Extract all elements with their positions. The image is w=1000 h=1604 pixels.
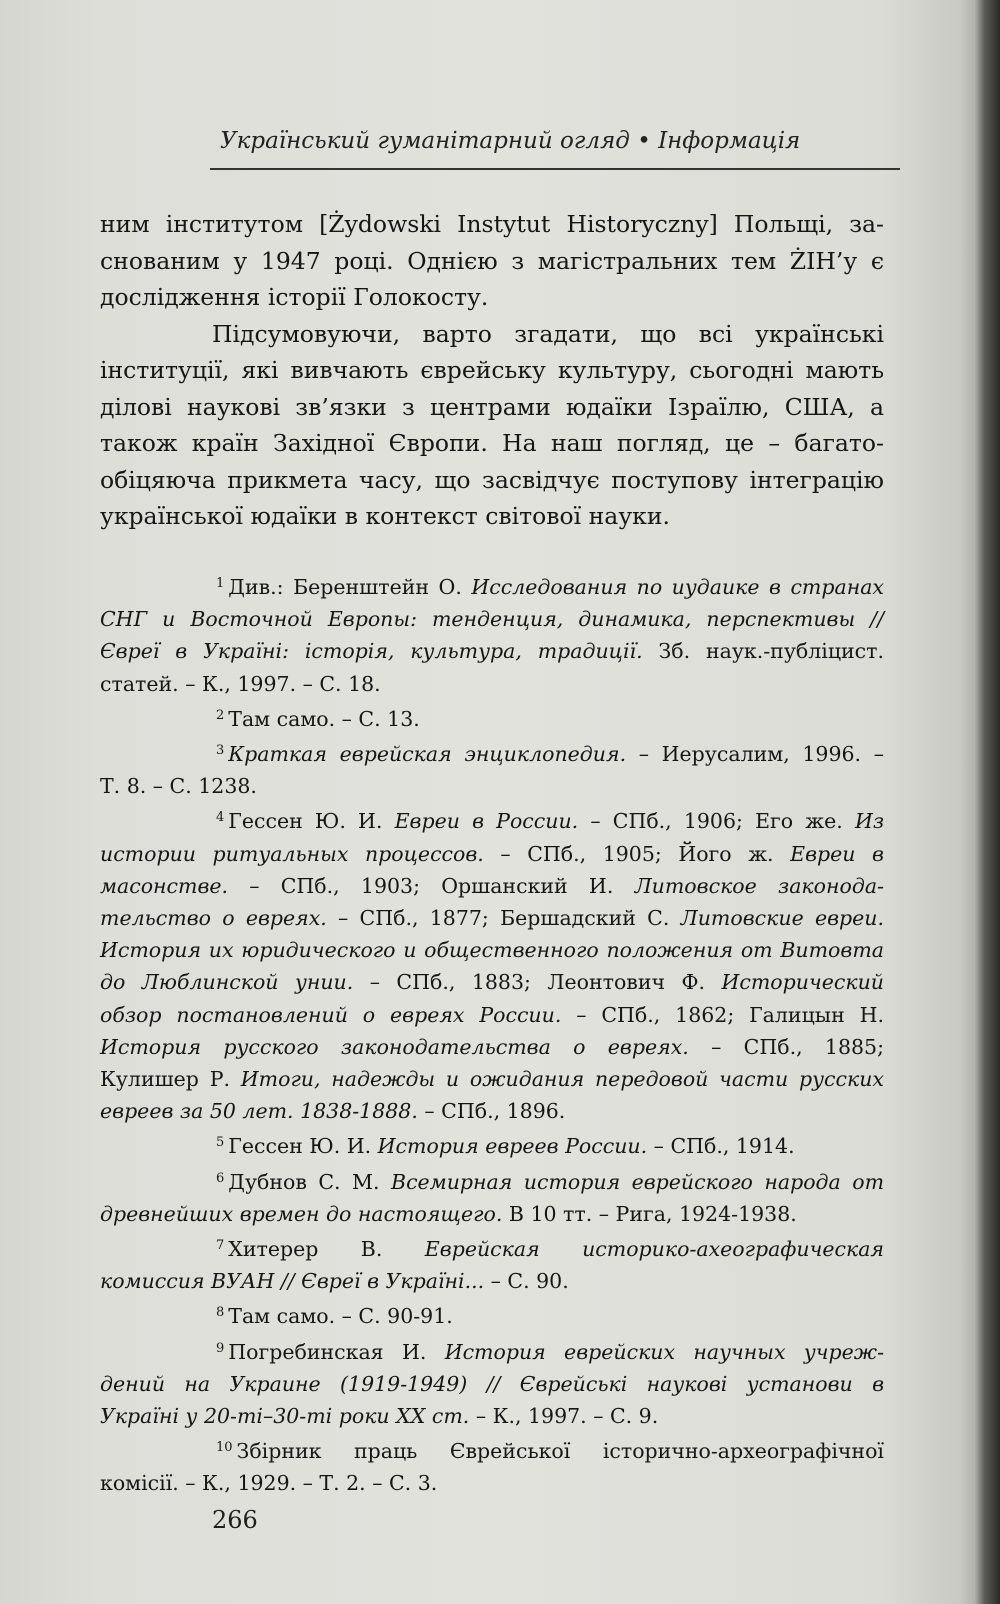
footnote-text: Гессен Ю. И. <box>228 1134 378 1159</box>
footnote-italic-text: Україні у 20-ті–30-ті роки ХХ ст. <box>100 1404 470 1429</box>
footnote-line <box>100 1333 884 1368</box>
footnote-italic-text: Итоги, надежды и ожидания передовой части русских <box>240 1067 884 1092</box>
footnote-line <box>100 1063 884 1095</box>
body-line: інституції, які вивчають єврейську культуру, сьогодні мають <box>100 356 884 384</box>
footnote-italic-text: Литовское законода- <box>634 873 884 898</box>
footnote-italic-text: истории ритуальных процессов. <box>100 841 484 866</box>
footnote-line <box>100 1031 884 1063</box>
body-text <box>100 206 884 535</box>
footnote-number: 6 <box>216 1170 225 1186</box>
footnote-text: – СПб., 1905; Його ж. <box>483 841 791 866</box>
footnote-number: 10 <box>216 1440 233 1456</box>
footnote-italic-text: Євреї в Україні: історія, культура, традиції. <box>100 639 643 664</box>
footnote-italic-text: масонстве. <box>100 873 229 898</box>
footnote-italic-text: Еврейская историко-ахеографическая <box>424 1237 884 1262</box>
footnote-text: – СПб., 1906; Его же. <box>578 809 855 834</box>
footnote-text: статей. – К., 1997. – С. 18. <box>100 671 381 696</box>
footnote-italic-text: обзор постановлений о евреях России. <box>100 1002 562 1027</box>
footnote-text: – СПб., 1883; Леонтович Ф. <box>353 970 722 995</box>
header-rule <box>210 168 900 170</box>
footnote-text: Див.: Беренштейн О. <box>228 575 472 599</box>
footnote-text: Погребинская И. <box>228 1339 445 1364</box>
footnote-number: 4 <box>216 810 225 826</box>
footnote-number: 9 <box>216 1340 225 1356</box>
footnote-italic-text: История их юридического и общественного положения от Витовта <box>100 938 884 963</box>
footnote-number: 3 <box>216 743 225 759</box>
body-line: української юдаїки в контекст світової науки. <box>100 502 670 530</box>
body-line: ним інститутом [Żydowski Instytut Historyczny] Польщі, за- <box>100 210 884 238</box>
footnote-number: 8 <box>216 1305 225 1321</box>
footnote-line <box>100 802 884 837</box>
footnote-line <box>100 838 884 870</box>
footnote-line <box>100 1368 884 1400</box>
footnote-line <box>100 1265 884 1297</box>
footnote-italic-text: дений на Украине (1919-1949) // Єврейські наукові установи в <box>100 1371 884 1396</box>
footnote-text: – К., 1997. – С. 9. <box>469 1404 659 1429</box>
page-binding-edge <box>974 0 1000 1604</box>
footnote-text: комісії. – К., 1929. – Т. 2. – С. 3. <box>100 1471 438 1496</box>
footnote-text: – СПб., 1885; <box>688 1034 884 1059</box>
footnote-number: 1 <box>216 576 225 591</box>
footnote-italic-text: Исторический <box>721 970 884 995</box>
footnote-text: Збірник праць Єврейської історично-археографічної <box>236 1439 884 1464</box>
running-head: Український гуманітарний огляд • Інформація <box>220 128 801 154</box>
footnote-italic-text: История русского законодательства о евреях. <box>100 1034 689 1059</box>
footnote-line <box>100 700 884 735</box>
footnote-line <box>100 870 884 902</box>
footnote-line <box>100 735 884 770</box>
page-number: 266 <box>212 1506 258 1534</box>
footnote-line <box>100 1297 884 1332</box>
footnote-text: В 10 тт. – Рига, 1924-1938. <box>502 1201 797 1226</box>
footnote-text: Гессен Ю. И. <box>228 809 395 834</box>
footnote-text: Дубнов С. М. <box>228 1169 392 1194</box>
body-line: ділові наукові зв’язки з центрами юдаїки Ізраїлю, США, а <box>100 392 884 421</box>
footnote-line <box>100 966 884 998</box>
footnote-line <box>100 902 884 934</box>
footnote-line <box>100 934 884 966</box>
footnote-line <box>100 603 884 635</box>
footnote-italic-text: История евреев России. <box>377 1134 648 1159</box>
footnote-italic-text: Исследования по иудаике в странах <box>471 575 884 599</box>
footnote-line <box>100 635 884 667</box>
footnote-italic-text: Литовские евреи. <box>680 906 884 931</box>
footnote-line <box>100 1230 884 1265</box>
footnote-text: – СПб., 1877; Бершадский С. <box>326 906 681 931</box>
footnote-text: – Иерусалим, 1996. – <box>626 742 884 767</box>
footnote-text: Зб. наук.-публіцист. <box>642 639 885 664</box>
footnote-italic-text: Евреи в <box>790 841 884 866</box>
body-line: також країн Західної Європи. На наш погляд, це – багато- <box>100 429 884 457</box>
footnote-line <box>100 1127 884 1162</box>
footnote-line <box>100 1198 884 1230</box>
footnote-text: – С. 90. <box>484 1269 569 1294</box>
footnote-italic-text: комиссия ВУАН // Євреї в Україні... <box>100 1269 485 1294</box>
footnote-italic-text: евреев за 50 лет. 1838-1888. <box>100 1099 418 1124</box>
footnotes <box>100 568 884 1500</box>
body-line: Підсумовуючи, варто згадати, що всі українські <box>212 319 884 348</box>
footnote-italic-text: Всемирная история еврейского народа от <box>391 1169 885 1194</box>
footnote-text: Там само. – С. 90-91. <box>228 1304 453 1329</box>
footnote-italic-text: тельство о евреях. <box>100 906 327 931</box>
footnote-line <box>100 1432 884 1467</box>
footnote-text: Т. 8. – С. 1238. <box>100 774 257 799</box>
footnote-text: – СПб., 1903; Оршанский И. <box>228 873 635 898</box>
footnote-italic-text: История еврейских научных учреж- <box>444 1339 884 1364</box>
footnote-italic-text: СНГ и Восточной Европы: тенденция, динамика, перспективы // <box>100 607 884 632</box>
footnote-text: – СПб., 1914. <box>647 1134 795 1159</box>
footnote-text: – СПб., 1896. <box>417 1099 566 1124</box>
footnote-line <box>100 1163 884 1198</box>
footnote-text: Хитерер В. <box>228 1237 425 1262</box>
footnote-text: Там само. – С. 13. <box>228 706 420 731</box>
footnote-line <box>100 1400 884 1432</box>
footnote-line <box>100 668 884 700</box>
footnote-line <box>100 1467 884 1499</box>
footnote-italic-text: до Люблинской унии. <box>100 970 354 995</box>
footnote-line <box>100 568 884 603</box>
footnote-line <box>100 1095 884 1127</box>
footnote-line <box>100 999 884 1031</box>
footnote-italic-text: Краткая еврейская энциклопедия. <box>228 742 627 767</box>
footnote-number: 7 <box>216 1238 225 1254</box>
body-line: снованим у 1947 році. Однією з магістральних тем ŻIH’у є <box>100 246 884 275</box>
body-line: обіцяюча прикмета часу, що засвідчує поступову інтеграцію <box>100 465 884 494</box>
footnote-italic-text: Из <box>854 809 885 834</box>
footnote-text: Кулишер Р. <box>100 1067 241 1092</box>
footnote-number: 2 <box>216 707 225 723</box>
footnote-italic-text: Евреи в России. <box>394 809 579 834</box>
body-line: дослідження історії Голокосту. <box>100 283 489 311</box>
footnote-number: 5 <box>216 1135 225 1151</box>
footnote-line <box>100 770 884 802</box>
footnote-text: – СПб., 1862; Галицын Н. <box>561 1002 885 1027</box>
footnote-italic-text: древнейших времен до настоящего. <box>100 1201 503 1226</box>
